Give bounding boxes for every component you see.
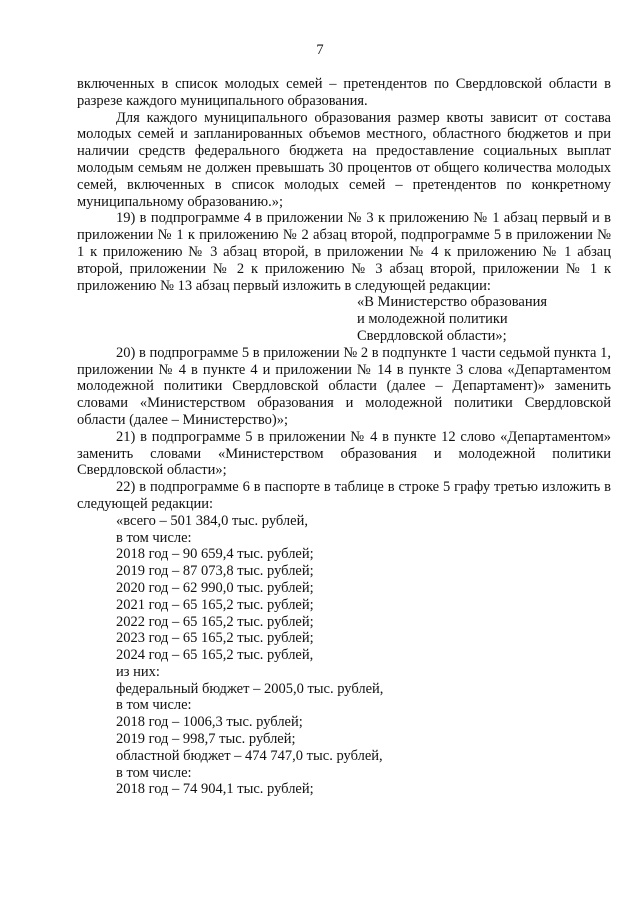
list-item: 2019 год – 998,7 тыс. рублей; xyxy=(116,731,296,748)
quote-line: «В Министерство образования xyxy=(357,294,548,311)
list-item: 2018 год – 1006,3 тыс. рублей; xyxy=(116,714,303,731)
list-item: 2021 год – 65 165,2 тыс. рублей; xyxy=(116,596,314,613)
quote-line: и молодежной политики xyxy=(357,311,508,328)
list-item: федеральный бюджет – 2005,0 тыс. рублей, xyxy=(116,680,384,697)
paragraph-item-19: 19) в подпрограмме 4 в приложении № 3 к приложению № 1 абзац первый и в приложении № 1 к приложению № 2 абзац второй, подпрограмме 5 в приложении № 1 к приложению № 3 абзац второй, в приложении № 4 к приложению № 1 абзац второй, приложении № 2 к приложению № 3 абзац второй, приложении № 1 к приложению № 13 абзац первый изложить в следующей редакции: xyxy=(77,210,611,294)
list-item: в том числе: xyxy=(116,697,192,714)
list-item: «всего – 501 384,0 тыс. рублей, xyxy=(116,512,308,529)
list-item: 2020 год – 62 990,0 тыс. рублей; xyxy=(116,579,314,596)
list-item: 2022 год – 65 165,2 тыс. рублей; xyxy=(116,613,314,630)
list-item: в том числе: xyxy=(116,529,192,546)
list-item: 2023 год – 65 165,2 тыс. рублей; xyxy=(116,630,314,647)
funding-list xyxy=(77,513,611,799)
list-item: 2019 год – 87 073,8 тыс. рублей; xyxy=(116,563,314,580)
list-item: в том числе: xyxy=(116,764,192,781)
paragraph-item-22: 22) в подпрограмме 6 в паспорте в таблице в строке 5 графу третью изложить в следующей редакции: xyxy=(77,479,611,512)
page-number: 7 xyxy=(316,42,324,58)
paragraph-item-20: 20) в подпрограмме 5 в приложении № 2 в подпункте 1 части седьмой пункта 1, приложении № 4 в пункте 4 и приложении № 14 в пункте 3 слова «Департаментом молодежной политики Свердловской области (далее – Департамент)» заменить словами «Министерством образования и молодежной политики Свердловской области (далее – Министерство)»; xyxy=(77,344,611,428)
paragraph-quota-rule: Для каждого муниципального образования размер квоты зависит от состава молодых семей и запланированных объемов местного, областного бюджетов и при наличии средств федерального бюджета на предоставление социальных выплат молодым семьям не должен превышать 30 процентов от общего количества молодых семей, включенных в список молодых семей – претендентов по конкретному муниципальному образованию.»; xyxy=(77,109,611,210)
list-item: 2018 год – 90 659,4 тыс. рублей; xyxy=(116,546,314,563)
list-item: областной бюджет – 474 747,0 тыс. рублей, xyxy=(116,747,383,764)
paragraph-continuation: включенных в список молодых семей – претендентов по Свердловской области в разрезе каждого муниципального образования. xyxy=(77,76,611,109)
list-item: из них: xyxy=(116,663,160,680)
list-item: 2018 год – 74 904,1 тыс. рублей; xyxy=(116,781,314,798)
paragraph-item-21: 21) в подпрограмме 5 в приложении № 4 в пункте 12 слово «Департаментом» заменить словами «Министерством образования и молодежной политики Свердловской области»; xyxy=(77,428,611,479)
list-item: 2024 год – 65 165,2 тыс. рублей, xyxy=(116,647,314,664)
document-body xyxy=(77,76,611,798)
quote-line: Свердловской области»; xyxy=(357,327,507,344)
quoted-replacement xyxy=(77,294,611,344)
